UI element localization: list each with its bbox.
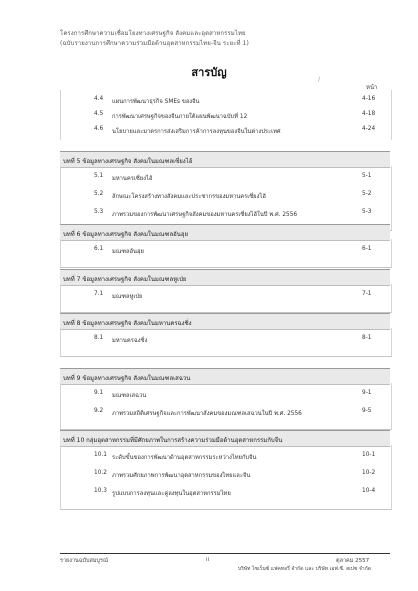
toc-entry-title: การพัฒนาเศรษฐกิจของจีนภายใต้แผนพัฒนาฉบับที่ 12 [112,114,248,120]
chapter-frame [60,166,392,231]
toc-entry-number: 4.4 [94,96,104,102]
footer-rule [60,553,390,554]
toc-entry-page: 10-2 [362,470,376,476]
header-line-1: โครงการศึกษาความเชื่อมโยงทางเศรษฐกิจ สังคมและอุตสาหกรรมไทย [60,30,246,37]
toc-entry-number: 9.1 [94,390,104,396]
toc-entry-number: 6.1 [94,246,104,252]
footer-company: บริษัท ไซเร็นซ์ แฟคทอรี่ จำกัด และ บริษัท เอฟ.ซี. สเปซ จำกัด [238,566,371,572]
chapter-title: บทที่ 10 กลุ่มอุตสาหกรรมที่มีศักยภาพในการสร้างความร่วมมือด้านอุตสาหกรรมกับจีน [63,437,283,444]
chapter-title: บทที่ 5 ข้อมูลทางเศรษฐกิจ สังคมในมณฑลเซี่ยงไฮ้ [63,158,193,165]
chapter-frame [60,383,392,430]
toc-entry-title: ลักษณะโครงสร้างทางสังคมและประชากรของมหานครเซี่ยงไฮ้ [112,194,266,200]
toc-entry-page: 10-1 [362,452,376,458]
toc-entry-title: มณฑลหูเป่ย [112,294,143,300]
toc-entry-page: 5-3 [362,209,372,215]
toc-entry [94,96,386,106]
page-title: สารบัญ [191,66,227,79]
toc-entry-page: 9-5 [362,408,372,414]
chapter-title: บทที่ 6 ข้อมูลทางเศรษฐกิจ สังคมในมณฑลอันฮุย [63,231,188,238]
page-column-label: หน้า [366,84,378,91]
toc-entry-number: 10.1 [94,452,107,458]
pen-mark: / [318,76,321,83]
toc-entry-title: มหานครฉงชิ่ง [112,338,148,344]
chapter-title: บทที่ 9 ข้อมูลทางเศรษฐกิจ สังคมในมณฑลเสฉวน [63,375,191,382]
toc-entry-number: 4.5 [94,111,104,117]
toc-entry-number: 8.1 [94,335,104,341]
toc-entry-page: 4-18 [362,111,376,117]
chapter-frame [60,284,392,313]
toc-entry-page: 10-4 [362,488,376,494]
toc-entry [94,111,386,121]
toc-entry-title: ภาพรวมศักยภาพการพัฒนาอุตสาหกรรมของไทยและจีน [112,473,251,479]
footer-date: ตุลาคม 2557 [336,558,370,564]
toc-entry-title: มณฑลอันฮุย [112,249,144,255]
toc-entry-page: 8-1 [362,335,372,341]
toc-entry-number: 5.1 [94,173,104,179]
chapter-frame [60,445,392,510]
toc-entry-title: แผนการพัฒนาธุรกิจ SMEs ของจีน [112,99,200,105]
toc-entry-number: 4.6 [94,126,104,132]
toc-entry-number: 10.2 [94,470,107,476]
toc-entry-title: ภาพรวมของการพัฒนาเศรษฐกิจสังคมของมหานครเซี่ยงไฮ้ในปี พ.ศ. 2556 [112,212,298,218]
toc-entry-number: 7.1 [94,291,104,297]
toc-entry-page: 6-1 [362,246,372,252]
chapter-title: บทที่ 8 ข้อมูลทางเศรษฐกิจ สังคมในมหานครฉงชิ่ง [63,320,192,327]
header-line-2: (ฉบับรายงานการศึกษาความร่วมมือด้านอุตสาหกรรมไทย-จีน ระยะที่ 1) [60,40,249,47]
footer-page-number: ii [206,557,210,563]
toc-entry-page: 5-1 [362,173,372,179]
toc-entry-title: รูปแบบการลงทุนและคู่ลงทุนในอุตสาหกรรมไทย [112,491,231,497]
toc-entry-number: 10.3 [94,488,107,494]
toc-entry-title: ภาพรวมสถิติเศรษฐกิจและการพัฒนาสังคมของมณฑลเสฉวนในปี พ.ศ. 2556 [112,411,302,417]
chapter-title: บทที่ 7 ข้อมูลทางเศรษฐกิจ สังคมในมณฑลหูเป่ย [63,276,187,283]
chapter-frame [60,239,392,268]
toc-entry-number: 9.2 [94,408,104,414]
footer-left: รายงานฉบับสมบูรณ์ [60,558,109,564]
chapter-frame [60,328,392,357]
toc-entry-title: ระดับขั้นของการพัฒนาด้านอุตสาหกรรมระหว่างไทยกับจีน [112,455,257,461]
toc-entry-page: 7-1 [362,291,372,297]
toc-entry-title: นโยบายและมาตรการส่งเสริมการค้าการลงทุนของจีนในต่างประเทศ [112,129,281,135]
toc-entry-title: มณฑลเสฉวน [112,393,147,399]
toc-entry-page: 4-16 [362,96,376,102]
toc-entry-title: มหานครเซี่ยงไฮ้ [112,176,153,182]
toc-entry-page: 4-24 [362,126,376,132]
toc-entry-number: 5.3 [94,209,104,215]
toc-entry [94,126,386,136]
toc-entry-page: 5-2 [362,191,372,197]
toc-entry-page: 9-1 [362,390,372,396]
toc-entry-number: 5.2 [94,191,104,197]
